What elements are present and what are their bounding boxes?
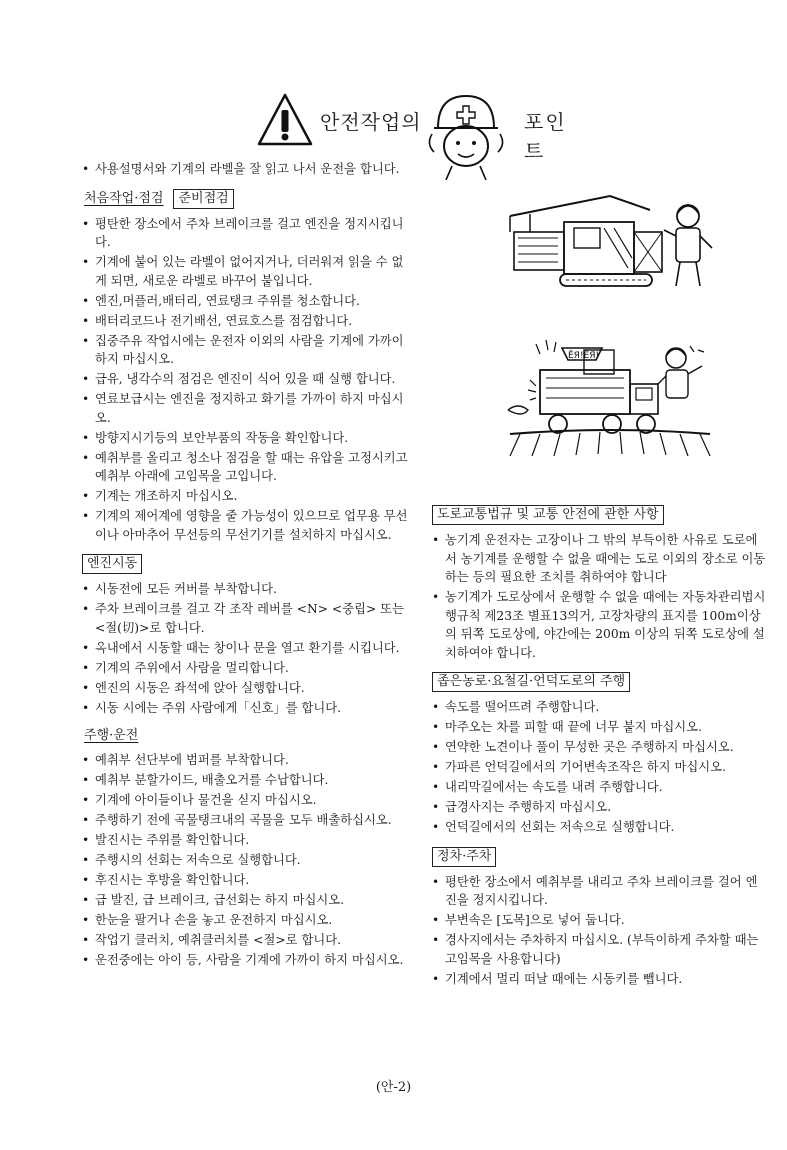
list-item: • 언덕길에서의 선회는 저속으로 실행합니다. [432,818,767,837]
section-heading [432,672,767,692]
list-item: • 기계에 아이들이나 물건을 싣지 마십시오. [82,791,412,810]
section-title-2: 준비점검 [173,189,233,209]
list-item: • 주차 브레이크를 걸고 각 조작 레버를 <N> <중립> 또는 <절(切)>로 합니다. [82,600,412,637]
list-item: • 속도를 떨어뜨려 주행합니다. [432,698,767,717]
list-item: • 엔진,머플러,배터리, 연료탱크 주위를 청소합니다. [82,292,412,311]
list-item: • 예취부를 올리고 청소나 점검을 할 때는 유압을 고정시키고 예취부 아래에 고임목을 고입니다. [82,449,412,486]
list-item: • 부변속은 [도목]으로 넣어 둡니다. [432,911,767,930]
list-item: • 기계에 붙어 있는 라벨이 없어지거나, 더러워져 읽을 수 없게 되면, 새로운 라벨로 바꾸어 붙입니다. [82,253,412,290]
section-driving [82,727,412,970]
title-text: 안전작업의 [320,110,422,134]
list-item: • 농기계가 도로상에서 운행할 수 없을 때에는 자동차관리법시행규칙 제23조 별표13의거, 고장차량의 표지를 100m이상의 뒤쪽 도로상에, 야간에는 200m 이상의 뒤쪽 도로상에 설치하여야 합니다. [432,588,767,662]
list-item: • 집중주유 작업시에는 운전자 이외의 사람을 기계에 가까이 하지 마십시오. [82,332,412,369]
section-title: 엔진시동 [82,554,142,574]
section-heading [82,727,412,745]
list-item: • 연약한 노견이나 풀이 무성한 곳은 주행하지 마십시오. [432,738,767,757]
list-item: • 내리막길에서는 속도를 내려 주행합니다. [432,778,767,797]
list-item: • 배터리코드나 전기배선, 연료호스를 점검합니다. [82,312,412,331]
list-item: • 주행시의 선회는 저속으로 실행합니다. [82,851,412,870]
page-number: (안-2) [375,1080,412,1095]
truck-road-illustration [500,330,720,460]
list-item: • 평탄한 장소에서 예취부를 내리고 주차 브레이크를 걸어 엔진을 정지시킵니다. [432,873,767,910]
section-narrow-road [432,672,767,837]
list-item: • 평탄한 장소에서 주차 브레이크를 걸고 엔진을 정지시킵니다. [82,215,412,252]
list-item: • 방향지시기등의 보안부품의 작동을 확인합니다. [82,429,412,448]
list-item: • 기계의 주위에서 사람을 멀리합니다. [82,659,412,678]
list-item: • 가파른 언덕길에서의 기어변속조작은 하지 마십시오. [432,758,767,777]
section-prep-check [82,189,412,545]
section-heading [432,505,767,525]
page-title [256,92,586,163]
left-column [82,160,412,971]
list-item: • 시동전에 모든 커버를 부착합니다. [82,580,412,599]
section-parking [432,847,767,989]
list-item: • 마주오는 차를 피할 때 끝에 너무 붙지 마십시오. [432,718,767,737]
list-item: • 후진시는 후방을 확인합니다. [82,871,412,890]
list-item: • 기계에서 멀리 떠날 때에는 시동키를 뺍니다. [432,970,767,989]
list-item: • 기계의 제어계에 영향을 줄 가능성이 있으므로 업무용 무선이나 아마추어 무선등의 무선기기를 설치하지 마십시오. [82,507,412,544]
list-item: • 경사지에서는 주차하지 마십시오. (부득이하게 주차할 때는 고임목을 사용합니다) [432,931,767,968]
section-title: 처음작업·점검 [84,190,164,206]
section-title: 주행·운전 [84,728,139,743]
list-item: • 발진시는 주위를 확인합니다. [82,831,412,850]
worker-helmet-icon [424,88,508,180]
list-item: • 옥내에서 시동할 때는 창이나 문을 열고 환기를 시킵니다. [82,639,412,658]
list-item: • 사용설명서와 기계의 라벨을 잘 읽고 나서 운전을 합니다. [82,160,412,179]
list-item: • 엔진의 시동은 좌석에 앉아 실행합니다. [82,679,412,698]
section-title: 정차·주차 [432,847,496,867]
list-item: • 예취부 선단부에 범퍼를 부착합니다. [82,751,412,770]
list-item: • 주행하기 전에 곡물탱크내의 곡물을 모두 배출하십시오. [82,811,412,830]
section-title: 도로교통법규 및 교통 안전에 관한 사항 [432,505,664,525]
section-heading [82,189,412,209]
section-title: 좁은농로·요철길·언덕도로의 주행 [432,672,630,692]
intro [82,160,412,179]
speech-text: ЁЯ!ЁЯ! [568,351,600,361]
list-item: • 한눈을 팔거나 손을 놓고 운전하지 마십시오. [82,911,412,930]
section-heading [432,847,767,867]
list-item: • 급경사지는 주행하지 마십시오. [432,798,767,817]
list-item: • 시동 시에는 주위 사람에게「신호」를 합니다. [82,699,412,718]
list-item: • 운전중에는 아이 등, 사람을 기계에 가까이 하지 마십시오. [82,951,412,970]
section-engine-start [82,554,412,717]
title-text-2: 포인트 [524,110,567,163]
section-road-traffic [432,505,767,662]
list-item: • 기계는 개조하지 마십시오. [82,487,412,506]
list-item: • 농기계 운전자는 고장이나 그 밖의 부득이한 사유로 도로에서 농기계를 운행할 수 없을 때에는 도로 이외의 장소로 이동하는 등의 필요한 조치를 취하여야 합니다 [432,531,767,587]
list-item: • 연료보급시는 엔진을 정지하고 화기를 가까이 하지 마십시오. [82,390,412,427]
section-heading [82,554,412,574]
right-column [432,495,767,990]
warning-triangle-icon [256,92,314,148]
combine-shed-illustration [500,192,720,302]
list-item: • 급 발진, 급 브레이크, 급선회는 하지 마십시오. [82,891,412,910]
list-item: • 예취부 분할가이드, 배출오거를 수납합니다. [82,771,412,790]
list-item: • 작업기 클러치, 예취클러치를 <절>로 합니다. [82,931,412,950]
list-item: • 급유, 냉각수의 점검은 엔진이 식어 있을 때 실행 합니다. [82,370,412,389]
